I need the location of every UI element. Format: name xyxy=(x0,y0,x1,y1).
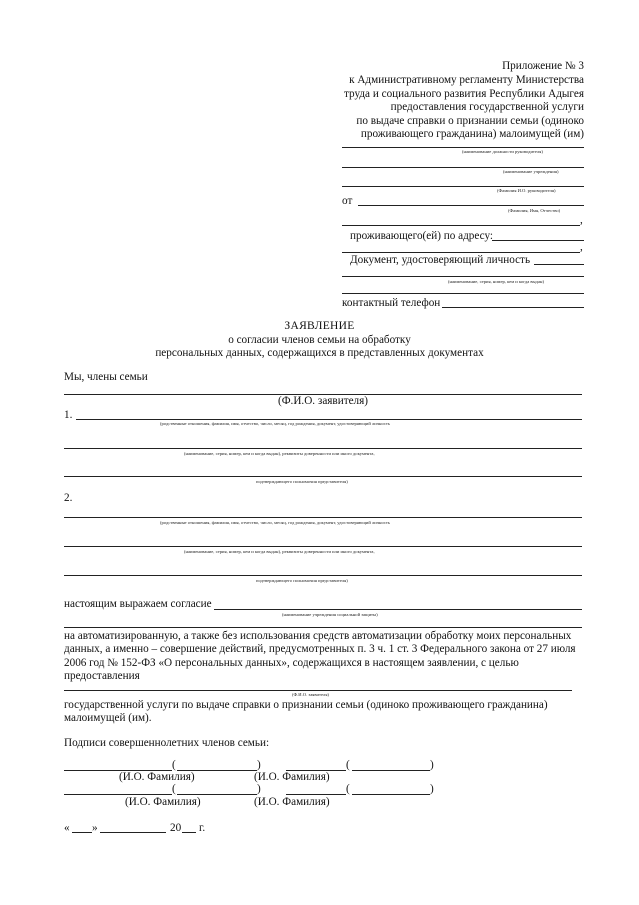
signature-2-open-paren: ( xyxy=(346,759,350,771)
phone-label: контактный телефон xyxy=(342,297,441,309)
id-document-caption: (наименование, серия, номер, кем и когда выдан) xyxy=(448,279,545,284)
date-open-quote: « xyxy=(64,822,70,834)
appendix-line-1: Приложение № 3 xyxy=(502,60,584,72)
id-document-line-1[interactable] xyxy=(534,264,584,265)
phone-line[interactable] xyxy=(442,307,584,308)
institution-caption: (наименование учреждения) xyxy=(503,169,559,174)
consent-paragraph-line-3: 2006 год № 152-ФЗ «О персональных данных», содержащихся в настоящем заявлении, с целью xyxy=(64,657,519,669)
id-document-line-3[interactable] xyxy=(342,293,584,294)
purpose-fio-line[interactable] xyxy=(64,690,572,691)
member-1-authority-caption: подтверждающего полномочия представителя) xyxy=(256,479,348,484)
appendix-line-2: к Административному регламенту Министерства xyxy=(349,74,584,86)
consent-paragraph2-line-2: малоимущей (им). xyxy=(64,712,152,724)
comma-2: , xyxy=(580,241,583,253)
appendix-line-5: по выдаче справки о признании семьи (одиноко xyxy=(356,115,584,127)
id-document-label: Документ, удостоверяющий личность xyxy=(350,254,531,266)
signature-2-close-paren: ) xyxy=(430,759,434,771)
document-subtitle-1: о согласии членов семьи на обработку xyxy=(228,334,411,346)
signature-4-open-paren: ( xyxy=(346,783,350,795)
signature-2-fio-line[interactable] xyxy=(352,770,430,771)
member-2-doc-line[interactable] xyxy=(64,546,582,547)
member-2-number: 2. xyxy=(64,492,73,504)
institution-line[interactable] xyxy=(342,167,584,168)
living-address-label: проживающего(ей) по адресу: xyxy=(350,230,494,242)
social-institution-line-2[interactable] xyxy=(64,627,582,628)
member-2-authority-caption: подтверждающего полномочия представителя) xyxy=(256,578,348,583)
signature-1-close-paren: ) xyxy=(257,759,261,771)
signature-3-open-paren: ( xyxy=(172,783,176,795)
signature-3-line[interactable] xyxy=(64,794,172,795)
member-1-number: 1. xyxy=(64,409,73,421)
member-1-relation-caption: (родственные отношения, фамилия, имя, отчество, число, месяц, год рождения, документ, удостоверяющий личность xyxy=(160,421,391,426)
date-day-line[interactable] xyxy=(72,832,92,833)
consent-paragraph2-line-1: государственной услуги по выдаче справки о признании семьи (одиноко проживающего гражданина) xyxy=(64,699,548,711)
social-institution-caption: (наименование учреждения социальной защиты) xyxy=(282,612,378,617)
family-members-label: Мы, члены семьи xyxy=(64,371,148,383)
date-year-suffix: г. xyxy=(199,822,206,834)
address-line-1[interactable] xyxy=(492,240,584,241)
applicant-extra-line[interactable] xyxy=(342,225,580,226)
member-2-doc-caption: (наименование, серия, номер, кем и когда выдан), реквизиты доверенности или иного документа, xyxy=(184,549,375,554)
applicant-name-line[interactable] xyxy=(358,205,584,206)
date-month-line[interactable] xyxy=(100,832,166,833)
head-name-line[interactable] xyxy=(342,186,584,187)
head-position-line[interactable] xyxy=(342,147,584,148)
id-document-line-2[interactable] xyxy=(342,276,584,277)
signature-3-close-paren: ) xyxy=(257,783,261,795)
date-close-quote: » xyxy=(92,822,98,834)
member-1-authority-line[interactable] xyxy=(64,476,582,477)
document-subtitle-2: персональных данных, содержащихся в представленных документах xyxy=(155,347,484,359)
comma-1: , xyxy=(580,214,583,226)
address-line-2[interactable] xyxy=(342,252,580,253)
consent-label: настоящим выражаем согласие xyxy=(64,598,212,610)
date-year-line[interactable] xyxy=(182,832,196,833)
member-1-relation-line[interactable] xyxy=(76,419,582,420)
signature-4-fio-line[interactable] xyxy=(352,794,430,795)
head-name-caption: (Фамилия И.О. руководителя) xyxy=(497,188,556,193)
date-year-prefix: 20 xyxy=(170,822,182,834)
signature-3-fio-caption: (И.О. Фамилия) xyxy=(125,796,201,808)
signatures-heading: Подписи совершеннолетних членов семьи: xyxy=(64,737,270,749)
consent-paragraph-line-1: на автоматизированную, а также без использования средств автоматизации обработку моих персональных xyxy=(64,630,572,642)
consent-paragraph-line-4: предоставления xyxy=(64,670,140,682)
document-title: ЗАЯВЛЕНИЕ xyxy=(284,320,355,332)
from-label: от xyxy=(342,195,353,207)
member-2-relation-caption: (родственные отношения, фамилия, имя, отчество, число, месяц, год рождения, документ, удостоверяющий личность xyxy=(160,520,391,525)
consent-paragraph-line-2: данных, а именно – совершение действий, предусмотренных п. 3 ч. 1 ст. 3 Федерального закона от 27 июля xyxy=(64,643,576,655)
signature-4-fio-caption: (И.О. Фамилия) xyxy=(254,796,330,808)
appendix-line-6: проживающего гражданина) малоимущей (им) xyxy=(360,128,584,140)
head-position-caption: (наименование должности руководителя) xyxy=(462,149,543,154)
signature-1-fio-caption: (И.О. Фамилия) xyxy=(119,771,195,783)
member-2-authority-line[interactable] xyxy=(64,575,582,576)
signature-1-open-paren: ( xyxy=(172,759,176,771)
appendix-line-4: предоставления государственной услуги xyxy=(390,101,584,113)
signature-4-line[interactable] xyxy=(286,794,346,795)
applicant-name-caption: (Фамилия, Имя, Отчество) xyxy=(508,208,561,213)
signature-4-close-paren: ) xyxy=(430,783,434,795)
purpose-fio-caption: (Ф.И.О. заявителя) xyxy=(292,692,329,697)
applicant-fio-caption: (Ф.И.О. заявителя) xyxy=(277,395,369,407)
appendix-line-3: труда и социального развития Республики Адыгея xyxy=(344,88,584,100)
signature-3-fio-line[interactable] xyxy=(177,794,257,795)
social-institution-line[interactable] xyxy=(214,609,582,610)
member-1-doc-caption: (наименование, серия, номер, кем и когда выдан), реквизиты доверенности или иного документа, xyxy=(184,451,375,456)
signature-2-fio-caption: (И.О. Фамилия) xyxy=(254,771,330,783)
member-2-relation-line[interactable] xyxy=(64,517,582,518)
member-1-doc-line[interactable] xyxy=(64,448,582,449)
